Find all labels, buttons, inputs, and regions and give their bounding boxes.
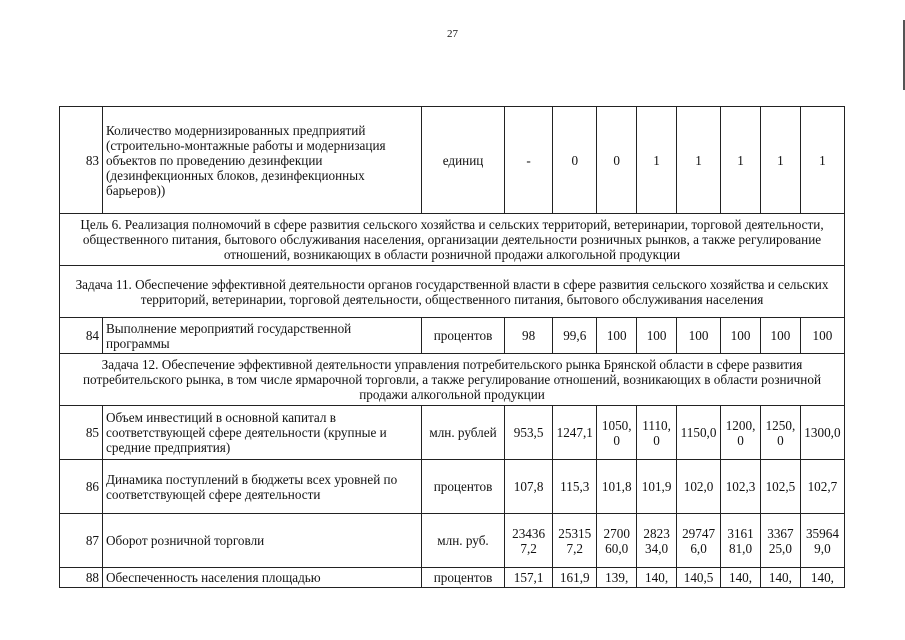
value-cell: 140,5 [677,568,721,588]
row-number: 87 [60,514,103,568]
unit-cell: процентов [422,568,505,588]
indicator-name: Выполнение мероприятий государственной программы [103,318,422,354]
value-cell: 1300,0 [800,406,844,460]
value-cell: 253157,2 [553,514,597,568]
value-cell: 101,8 [597,460,637,514]
indicator-name: Обеспеченность населения площадью [103,568,422,588]
value-cell: 1110,0 [637,406,677,460]
value-cell: 1247,1 [553,406,597,460]
indicator-name: Объем инвестиций в основной капитал в соответствующей сфере деятельности (крупные и средние предприятия) [103,406,422,460]
unit-cell: единиц [422,107,505,214]
value-cell: 102,5 [760,460,800,514]
table-row-85 [60,406,845,460]
value-cell: 953,5 [504,406,552,460]
row-number: 83 [60,107,103,214]
table-row-87 [60,514,845,568]
value-cell: - [504,107,552,214]
value-cell: 234367,2 [504,514,552,568]
indicator-name: Количество модернизированных предприятий (строительно-монтажные работы и модернизация объектов по проведению дезинфекции (дезинфекционных блоков, дезинфекционных барьеров)) [103,107,422,214]
table-row-86 [60,460,845,514]
value-cell: 157,1 [504,568,552,588]
page-number: 27 [447,28,458,40]
row-number: 84 [60,318,103,354]
value-cell: 1 [677,107,721,214]
table-row-84 [60,318,845,354]
unit-cell: млн. руб. [422,514,505,568]
value-cell: 316181,0 [721,514,761,568]
value-cell: 100 [721,318,761,354]
value-cell: 140, [760,568,800,588]
row-number: 85 [60,406,103,460]
value-cell: 359649,0 [800,514,844,568]
task-11-text: Задача 11. Обеспечение эффективной деятельности органов государственной власти в сфере развития сельского хозяйства и сельских территорий, ветеринарии, торговой деятельности, общественного питания, бытового обслуживания населения [60,266,845,318]
task-row [60,354,845,406]
value-cell: 297476,0 [677,514,721,568]
value-cell: 1 [800,107,844,214]
value-cell: 282334,0 [637,514,677,568]
value-cell: 270060,0 [597,514,637,568]
value-cell: 139, [597,568,637,588]
value-cell: 99,6 [553,318,597,354]
indicators-table [59,106,845,588]
indicator-name: Динамика поступлений в бюджеты всех уровней по соответствующей сфере деятельности [103,460,422,514]
value-cell: 0 [553,107,597,214]
value-cell: 1050,0 [597,406,637,460]
value-cell: 1 [637,107,677,214]
value-cell: 336725,0 [760,514,800,568]
value-cell: 100 [677,318,721,354]
unit-cell: процентов [422,460,505,514]
goal-6-text: Цель 6. Реализация полномочий в сфере развития сельского хозяйства и сельских территорий, ветеринарии, торговой деятельности, общественного питания, бытового обслуживания населения, организации деятельности розничных рынков, а также регулирование отношений, возникающих в области розничной продажи алкогольной продукции [60,214,845,266]
value-cell: 100 [597,318,637,354]
value-cell: 102,7 [800,460,844,514]
value-cell: 102,0 [677,460,721,514]
table-row-83 [60,107,845,214]
value-cell: 1 [721,107,761,214]
value-cell: 0 [597,107,637,214]
value-cell: 100 [637,318,677,354]
indicator-name: Оборот розничной торговли [103,514,422,568]
value-cell: 98 [504,318,552,354]
value-cell: 101,9 [637,460,677,514]
unit-cell: млн. рублей [422,406,505,460]
goal-row [60,214,845,266]
value-cell: 115,3 [553,460,597,514]
value-cell: 102,3 [721,460,761,514]
row-number: 88 [60,568,103,588]
value-cell: 1150,0 [677,406,721,460]
value-cell: 1 [760,107,800,214]
task-row [60,266,845,318]
value-cell: 100 [800,318,844,354]
value-cell: 1250,0 [760,406,800,460]
value-cell: 1200,0 [721,406,761,460]
table-row-88 [60,568,845,588]
value-cell: 140, [721,568,761,588]
value-cell: 140, [800,568,844,588]
value-cell: 100 [760,318,800,354]
value-cell: 161,9 [553,568,597,588]
value-cell: 107,8 [504,460,552,514]
task-12-text: Задача 12. Обеспечение эффективной деятельности управления потребительского рынка Брянской области в сфере развития потребительского рынка, в том числе ярмарочной торговли, а также регулирование отношений, возникающих в области розничной продажи алкогольной продукции [60,354,845,406]
row-number: 86 [60,460,103,514]
value-cell: 140, [637,568,677,588]
unit-cell: процентов [422,318,505,354]
